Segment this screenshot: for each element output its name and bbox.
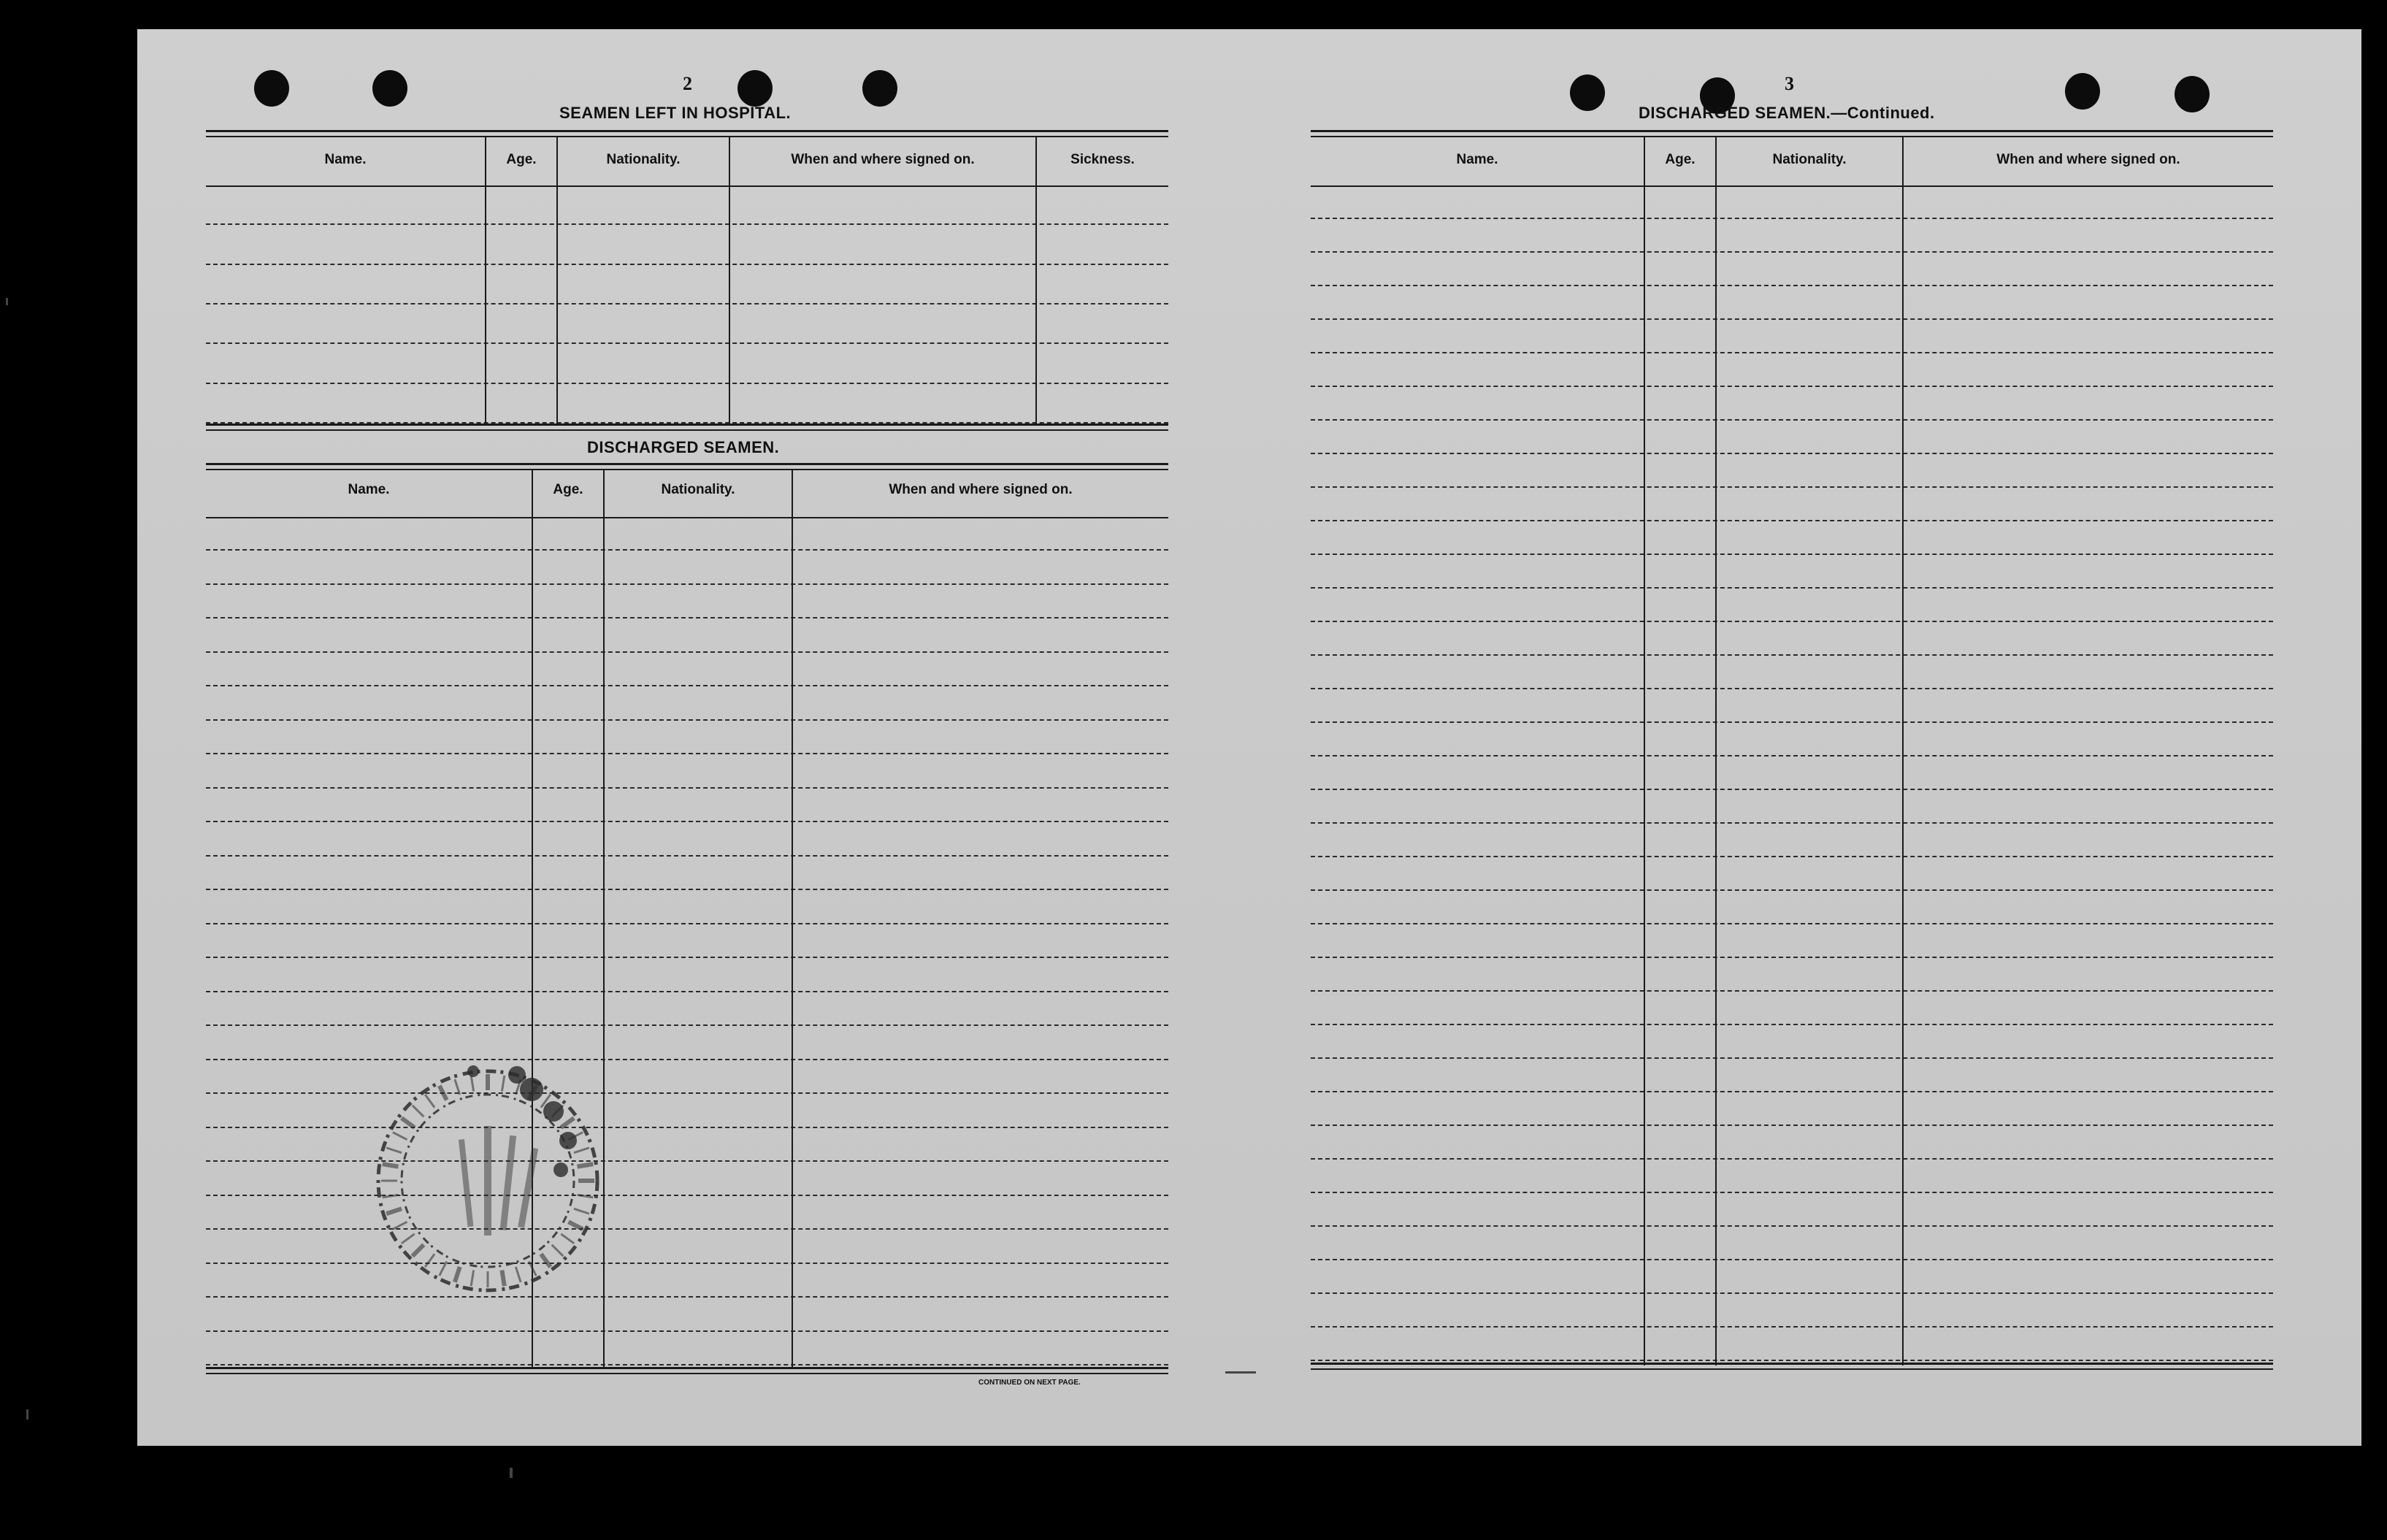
entry-line [1311,1125,2273,1126]
stamp-smudge [518,1148,538,1228]
stamp-ink-mark [455,1267,460,1282]
stamp-ink-mark [574,1208,589,1214]
entry-line [206,1092,1168,1094]
entry-line [206,342,1168,344]
entry-line [206,617,1168,618]
stamp-ink-mark [455,1079,460,1095]
entry-line [206,1195,1168,1196]
entry-line [206,383,1168,384]
entry-line [1311,1259,2273,1260]
stamp-ink-mark [541,1254,551,1267]
right-col-age: Age. [1665,152,1696,167]
stamp-smudge [459,1139,473,1227]
entry-line [206,651,1168,653]
entry-line [1311,587,2273,589]
entry-line [206,753,1168,754]
hospital-header-bottom-rule [206,185,1168,187]
discharged-table-top-rule-2 [206,469,1168,470]
stamp-ink-mark [577,1164,593,1166]
hospital-col-divider [485,136,486,425]
entry-line [1311,889,2273,891]
stamp-ink-blot [543,1101,564,1122]
entry-line [1311,688,2273,689]
hospital-col-divider [556,136,558,425]
entry-line [206,1296,1168,1298]
hospital-col-divider [1035,136,1037,425]
left-page [137,29,1249,1446]
hospital-col-divider [729,136,730,425]
entry-line [1311,1192,2273,1193]
entry-line [206,1263,1168,1264]
entry-line [206,991,1168,992]
entry-line [1311,1024,2273,1025]
right-col-divider [1715,136,1717,1365]
stamp-ink-mark [561,1118,574,1127]
right-page [1249,29,2361,1446]
entry-line [206,223,1168,225]
stamp-ink-mark [440,1086,447,1100]
entry-line [1311,218,2273,219]
scan-speck [1225,1371,1256,1374]
entry-line [206,1228,1168,1230]
right-header-bottom-rule [1311,185,2273,187]
stamp-ink-mark [471,1270,473,1286]
entry-line [206,889,1168,890]
right-table-bottom-rule-2 [1311,1368,2273,1370]
stamp-ink-mark [425,1095,434,1108]
discharged-col-name: Name. [348,482,390,497]
page-number: 2 [683,73,692,94]
stamp-ink-mark [413,1245,424,1257]
entry-line [1311,486,2273,488]
stamp-ink-mark [393,1222,407,1229]
entry-line [1311,1158,2273,1160]
stamp-smudge [500,1135,517,1230]
entry-line [206,821,1168,822]
continued-note: CONTINUED ON NEXT PAGE. [978,1379,1081,1387]
entry-line [1311,352,2273,353]
stamp-ink-mark [440,1261,447,1276]
hospital-col-name: Name. [324,152,367,167]
right-col-divider [1644,136,1645,1365]
stamp-ink-mark [502,1270,504,1286]
entry-line [206,957,1168,958]
stamp-ink-mark [502,1076,504,1092]
stamp-ink-mark [574,1148,589,1153]
hospital-col-signed-on: When and where signed on. [791,152,975,167]
scan-speck [510,1468,513,1478]
stamp-ink-mark [402,1234,415,1244]
form-sheet [137,29,2361,1446]
discharged-section-title: DISCHARGED SEAMEN. [587,438,780,456]
stamp-ink-mark [552,1245,564,1257]
entry-line [1311,419,2273,421]
entry-line [1311,923,2273,924]
discharged-col-signed-on: When and where signed on. [889,482,1073,497]
discharged-table-bottom-rule [206,1367,1168,1369]
entry-line [1311,789,2273,790]
entry-line [206,264,1168,265]
discharged-col-divider [792,469,793,1368]
entry-line [206,549,1168,551]
entry-line [1311,822,2273,824]
entry-line [206,1059,1168,1060]
hospital-table-bottom-rule [206,424,1168,426]
inspection-stamp [364,1046,612,1316]
entry-line [206,685,1168,686]
stamp-ink-mark [386,1148,402,1153]
entry-line [1311,654,2273,656]
page-number: 3 [1785,73,1794,94]
entry-line [1311,318,2273,320]
scan-speck [26,1409,28,1420]
entry-line [1311,1057,2273,1059]
discharged-table-bottom-rule-2 [206,1373,1168,1374]
entry-line [1311,386,2273,387]
discharged-table-top-rule [206,463,1168,465]
right-table-top-rule-2 [1311,136,2273,137]
stamp-ink-mark [471,1076,473,1092]
entry-line [206,583,1168,585]
stamp-ink-mark [413,1106,424,1117]
entry-line [1311,856,2273,857]
stamp-ink-mark [529,1261,536,1276]
entry-line [206,923,1168,924]
hospital-table-top-rule-2 [206,136,1168,137]
entry-line [1311,990,2273,992]
hospital-col-age: Age. [506,152,537,167]
stamp-ink-mark [425,1254,434,1267]
entry-line [206,1364,1168,1365]
stamp-ink-blot [553,1162,568,1177]
stamp-ink-mark [383,1195,399,1197]
entry-line [1311,755,2273,756]
stamp-smudge [484,1126,491,1236]
right-table-bottom-rule [1311,1363,2273,1365]
right-col-divider [1902,136,1904,1365]
right-table-top-rule [1311,130,2273,132]
entry-line [206,787,1168,789]
hospital-col-nationality: Nationality. [606,152,681,167]
entry-line [1311,251,2273,253]
hospital-table-bottom-rule-2 [206,429,1168,431]
stamp-ink-blot [467,1065,479,1077]
entry-line [206,1330,1168,1332]
entry-line [1311,1292,2273,1294]
entry-line [206,1024,1168,1026]
hospital-table-top-rule [206,130,1168,132]
entry-line [206,1127,1168,1128]
right-col-nationality: Nationality. [1772,152,1847,167]
right-col-name: Name. [1456,152,1498,167]
entry-line [206,719,1168,721]
entry-line [206,303,1168,304]
entry-line [1311,453,2273,454]
entry-line [1311,1091,2273,1092]
entry-line [206,855,1168,857]
entry-line [1311,285,2273,286]
hospital-section-title: SEAMEN LEFT IN HOSPITAL. [559,104,792,122]
entry-line [1311,520,2273,521]
stamp-ink-mark [386,1208,402,1214]
stamp-ink-mark [402,1118,415,1127]
entry-line [1311,1326,2273,1328]
stamp-ink-mark [561,1234,574,1244]
right-col-signed-on: When and where signed on. [1996,152,2180,167]
stamp-ink-mark [577,1195,593,1197]
entry-line [1311,621,2273,622]
entry-line [1311,721,2273,723]
discharged-continued-title: DISCHARGED SEAMEN.—Continued. [1639,104,1935,122]
entry-line [1311,553,2273,555]
stamp-ink-mark [383,1164,399,1166]
stamp-ink-mark [568,1222,583,1229]
scan-speck [6,298,8,305]
discharged-header-bottom-rule [206,517,1168,518]
entry-line [1311,1360,2273,1361]
entry-line [206,1160,1168,1162]
stamp-ink-blot [508,1066,526,1084]
stamp-ink-mark [393,1133,407,1140]
entry-line [1311,957,2273,958]
hospital-col-sickness: Sickness. [1070,152,1135,167]
stamp-ink-mark [516,1267,521,1282]
entry-line [1311,1225,2273,1227]
discharged-col-age: Age. [553,482,583,497]
stamp-ink-blot [559,1132,577,1149]
discharged-col-nationality: Nationality. [661,482,735,497]
